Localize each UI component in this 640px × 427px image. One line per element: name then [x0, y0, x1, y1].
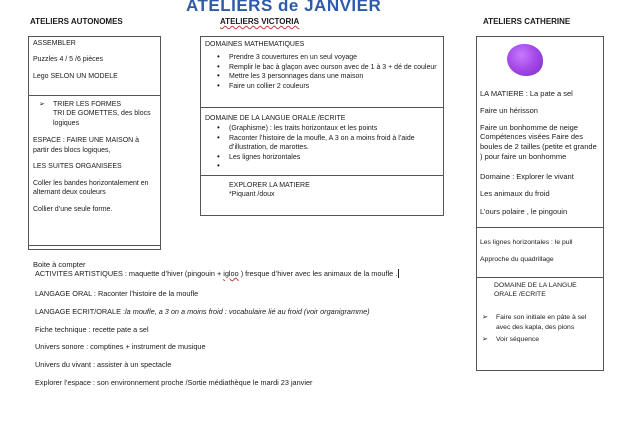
math-list	[205, 53, 439, 91]
cursor-caret	[398, 269, 399, 278]
list-item: • Mettre les 3 personnages dans une maison	[217, 72, 439, 81]
explorer-cell	[201, 175, 443, 202]
autonomes-assembler-cell	[29, 37, 160, 95]
langue-title: DOMAINE DE LA LANGUE ORALE /ECRITE	[205, 115, 346, 122]
text-quadrillage: Approche du quadrillage	[480, 256, 554, 264]
math-title: DOMAINES MATHEMATIQUES	[205, 41, 305, 48]
trier-item	[39, 100, 156, 128]
text-lignes-pull: Les lignes horizontales : le pull	[480, 239, 573, 246]
header-ateliers-victoria: ATELIERS VICTORIA	[220, 17, 300, 26]
langue-list	[205, 124, 439, 171]
text-collier: Collier d’une seule forme.	[33, 205, 113, 213]
bottom-explorer-espace: Explorer l’espace : son environnement proche /Sortie médiathèque le mardi 23 janvier	[35, 378, 313, 387]
math-cell	[201, 37, 443, 107]
play-dough-ball-image	[507, 44, 543, 76]
list-item: • Remplir le bac à glaçon avec ourson avec de 1 à 3 + dé de couleur	[217, 63, 439, 72]
bottom-activites-artistiques	[35, 269, 399, 278]
text-herisson: Faire un hérisson	[480, 105, 538, 115]
catherine-langue-cell	[477, 277, 603, 344]
list-item: • Les lignes horizontales	[217, 153, 439, 162]
header-ateliers-autonomes: ATELIERS AUTONOMES	[30, 17, 123, 26]
play-dough-photo	[485, 38, 535, 84]
list-item: • Raconter l’histoire de la moufle, A 3 on a moins froid à l’aide d’illustration, de marottes.	[217, 134, 439, 153]
text-suites: LES SUITES ORGANISEES	[33, 163, 122, 171]
text-animaux-froid: Les animaux du froid	[480, 189, 550, 199]
text-domaine-vivant: Domaine : Explorer le vivant	[480, 171, 574, 181]
text-part: ) fresque d’hiver avec les animaux de la moufle .	[238, 269, 398, 278]
text-lego: Lego SELON UN MODELE	[33, 72, 118, 80]
text-igloo: igloo	[223, 269, 239, 278]
text-part: ACTIVITES ARTISTIQUES : maquette d’hiver (pingouin +	[35, 269, 224, 278]
trier-list	[33, 100, 156, 128]
header-ateliers-catherine: ATELIERS CATHERINE	[483, 17, 571, 26]
list-item: ➢ Faire son initiale en pâte à sel avec des kapla, des pions	[482, 313, 600, 331]
text-tri-gomettes: TRI DE GOMETTES, des blocs logiques	[53, 110, 151, 127]
autonomes-main-cell	[29, 95, 160, 245]
text-puzzles: Puzzles 4 / 5 /6 pièces	[33, 56, 104, 64]
lignes-cell	[477, 227, 603, 277]
list-item: • (Graphisme) : les traits horizontaux et les points	[217, 124, 439, 133]
catherine-langue-list	[480, 313, 600, 344]
list-item: • Prendre 3 couvertures en un seul voyage	[217, 53, 439, 62]
autonomes-table	[28, 36, 161, 269]
autonomes-boite-cell	[29, 245, 160, 270]
list-item: ➢ Voir séquence	[482, 335, 600, 344]
bottom-fiche-technique: Fiche technique : recette pate a sel	[35, 325, 149, 334]
text-part: LANGAGE ECRIT/ORALE :	[35, 307, 126, 316]
catherine-langue-title: DOMAINE DE LA LANGUE ORALE /ECRITE	[494, 282, 577, 299]
text-trier-formes: ➢ TRIER LES FORMES	[53, 101, 122, 108]
langue-cell	[201, 107, 443, 175]
page-title: ATELIERS de JANVIER	[186, 0, 382, 15]
bottom-langage-ecrit	[35, 307, 370, 316]
text-coller-bandes: Coller les bandes horizontalement en alternant deux couleurs	[33, 179, 149, 197]
victoria-table	[200, 36, 444, 216]
list-item: • Faire un collier 2 couleurs	[217, 82, 439, 91]
list-item	[217, 162, 439, 171]
explorer-text: *Piquant /doux	[229, 191, 275, 199]
bottom-univers-vivant: Univers du vivant : assister à un spectacle	[35, 360, 172, 369]
text-espace: ESPACE : FAIRE UNE MAISON à partir des blocs logiques,	[33, 137, 140, 154]
text-matiere: LA MATIERE : La pate a sel	[480, 89, 573, 98]
text-boite-compter: Boite à compter	[33, 260, 86, 269]
text-part-italic: la moufle, a 3 on a moins froid : vocabulaire lié au froid (voir organigramme)	[125, 307, 370, 316]
text-ours-polaire: L’ours polaire , le pingouin	[480, 207, 568, 216]
text-bonhomme: Faire un bonhomme de neige Compétences visées Faire des boules de 2 tailles (petite et grande ) pour faire un bonhomme	[480, 122, 597, 161]
explorer-title: EXPLORER LA MATIERE	[229, 182, 310, 189]
text-assembler: ASSEMBLER	[33, 40, 76, 47]
bottom-univers-sonore: Univers sonore : comptines + instrument de musique	[35, 342, 206, 351]
catherine-table	[476, 36, 604, 371]
bottom-langage-oral: LANGAGE ORAL : Raconter l’histoire de la moufle	[35, 289, 199, 298]
